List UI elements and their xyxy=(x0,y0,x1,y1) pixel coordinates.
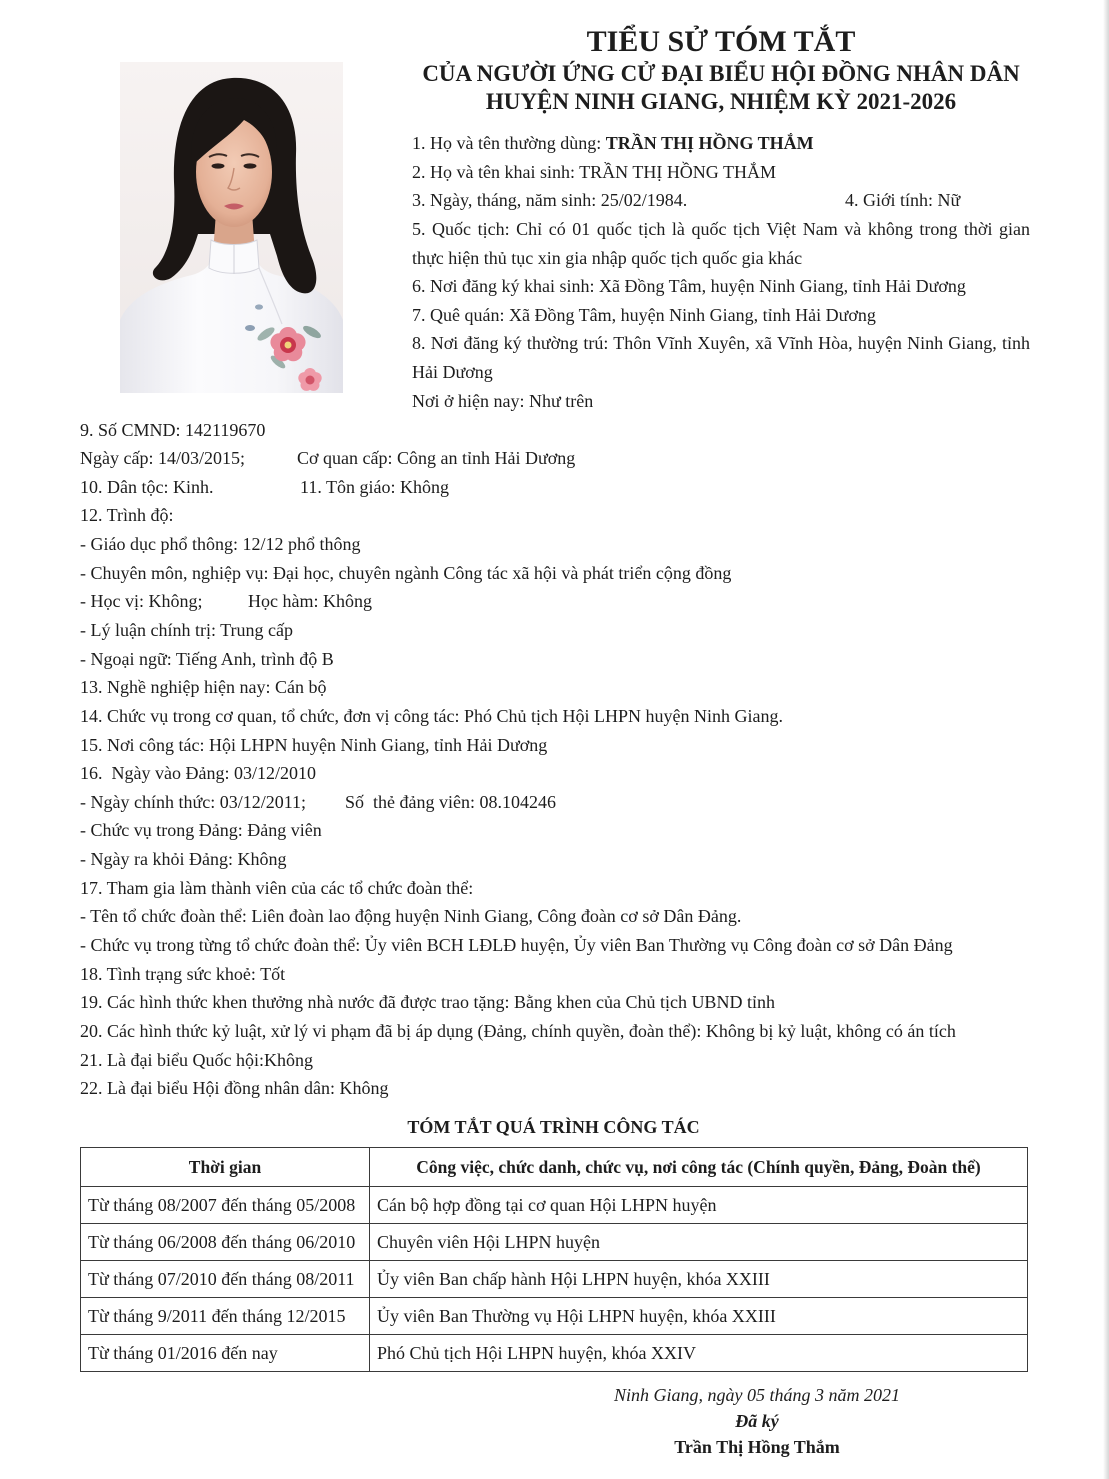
table-row xyxy=(81,1335,1028,1372)
item-5-nationality-line1: 5. Quốc tịch: Chỉ có 01 quốc tịch là quốc tịch Việt Nam và không trong thời gian xyxy=(412,218,1030,239)
item-14-position: 14. Chức vụ trong cơ quan, tổ chức, đơn vị công tác: Phó Chủ tịch Hội LHPN huyện Ninh Giang. xyxy=(80,705,783,726)
item-3-4-row xyxy=(412,186,1030,215)
academic-row xyxy=(80,587,1070,616)
table-row xyxy=(81,1298,1028,1335)
document-subtitle-line2: HUYỆN NINH GIANG, NHIỆM KỲ 2021-2026 xyxy=(485,89,957,114)
period-cell: Từ tháng 9/2011 đến tháng 12/2015 xyxy=(81,1298,370,1335)
item-6-birth-registration: 6. Nơi đăng ký khai sinh: Xã Đồng Tâm, huyện Ninh Giang, tỉnh Hải Dương xyxy=(412,276,966,297)
academic-degree: - Học vị: Không; xyxy=(80,591,203,612)
item-10-11-row xyxy=(80,473,1070,502)
professional-qualification: - Chuyên môn, nghiệp vụ: Đại học, chuyên ngành Công tác xã hội và phát triển cộng đồng xyxy=(80,562,732,583)
party-position: - Chức vụ trong Đảng: Đảng viên xyxy=(80,820,322,841)
item-13-occupation: 13. Nghề nghiệp hiện nay: Cán bộ xyxy=(80,677,327,698)
period-cell: Từ tháng 01/2016 đến nay xyxy=(81,1335,370,1372)
header-role: Công việc, chức danh, chức vụ, nơi công tác (Chính quyền, Đảng, Đoàn thể) xyxy=(370,1148,1028,1187)
period-cell: Từ tháng 08/2007 đến tháng 05/2008 xyxy=(81,1187,370,1224)
item-11-religion: 11. Tôn giáo: Không xyxy=(300,476,449,497)
item-2-birth-name: 2. Họ và tên khai sinh: TRẦN THỊ HỒNG THẮM xyxy=(412,161,776,182)
item-3-date-of-birth: 3. Ngày, tháng, năm sinh: 25/02/1984. xyxy=(412,190,688,211)
organization-names: - Tên tổ chức đoàn thể: Liên đoàn lao động huyện Ninh Giang, Công đoàn cơ sở Dân Đảng. xyxy=(80,906,742,927)
details-block xyxy=(80,416,1070,1103)
foreign-language: - Ngoại ngữ: Tiếng Anh, trình độ B xyxy=(80,648,334,669)
table-row xyxy=(81,1261,1028,1298)
item-7-hometown: 7. Quê quán: Xã Đồng Tâm, huyện Ninh Giang, tỉnh Hải Dương xyxy=(412,304,876,325)
current-residence: Nơi ở hiện nay: Như trên xyxy=(412,390,594,411)
item-17-organizations: 17. Tham gia làm thành viên của các tổ chức đoàn thể: xyxy=(80,877,474,898)
item-1-common-name xyxy=(412,129,1030,158)
item-4-gender: 4. Giới tính: Nữ xyxy=(845,190,961,211)
party-official-date: - Ngày chính thức: 03/12/2011; xyxy=(80,791,307,812)
role-cell: Ủy viên Ban Thường vụ Hội LHPN huyện, khóa XXIII xyxy=(370,1298,1028,1335)
item-21-national-assembly: 21. Là đại biểu Quốc hội:Không xyxy=(80,1049,313,1070)
page-edge-shadow xyxy=(1103,0,1109,1479)
item-8-permanent-residence-line1: 8. Nơi đăng ký thường trú: Thôn Vĩnh Xuyên, xã Vĩnh Hòa, huyện Ninh Giang, tỉnh xyxy=(412,333,1030,354)
portrait-photo xyxy=(120,62,343,393)
item-12-education: 12. Trình độ: xyxy=(80,505,174,526)
party-leave-date: - Ngày ra khỏi Đảng: Không xyxy=(80,849,287,870)
item-22-peoples-council: 22. Là đại biểu Hội đồng nhân dân: Không xyxy=(80,1078,389,1099)
item-20-discipline: 20. Các hình thức kỷ luật, xử lý vi phạm đã bị áp dụng (Đảng, chính quyền, đoàn thể): Không bị kỷ luật, không có án tích xyxy=(80,1020,956,1041)
role-cell: Chuyên viên Hội LHPN huyện xyxy=(370,1224,1028,1261)
role-cell: Phó Chủ tịch Hội LHPN huyện, khóa XXIV xyxy=(370,1335,1028,1372)
party-card-number: Số thẻ đảng viên: 08.104246 xyxy=(345,791,556,812)
role-cell: Cán bộ hợp đồng tại cơ quan Hội LHPN huyện xyxy=(370,1187,1028,1224)
personal-info-block xyxy=(412,129,1030,415)
item-5-nationality-line2: thực hiện thủ tục xin gia nhập quốc tịch quốc gia khác xyxy=(412,247,803,268)
signature-name: Trần Thị Hồng Thắm xyxy=(674,1437,840,1457)
table-header-row xyxy=(81,1148,1028,1187)
political-theory: - Lý luận chính trị: Trung cấp xyxy=(80,619,293,640)
academic-title: Học hàm: Không xyxy=(248,591,372,612)
item-16-party-join-date: 16. Ngày vào Đảng: 03/12/2010 xyxy=(80,763,316,784)
period-cell: Từ tháng 06/2008 đến tháng 06/2010 xyxy=(81,1224,370,1261)
period-cell: Từ tháng 07/2010 đến tháng 08/2011 xyxy=(81,1261,370,1298)
item-15-workplace: 15. Nơi công tác: Hội LHPN huyện Ninh Giang, tỉnh Hải Dương xyxy=(80,734,548,755)
work-history-title: TÓM TẮT QUÁ TRÌNH CÔNG TÁC xyxy=(407,1117,700,1137)
id-issue-date: Ngày cấp: 14/03/2015; xyxy=(80,448,245,469)
general-education: - Giáo dục phổ thông: 12/12 phổ thông xyxy=(80,534,361,555)
id-issue-row xyxy=(80,444,1070,473)
role-cell: Ủy viên Ban chấp hành Hội LHPN huyện, khóa XXIII xyxy=(370,1261,1028,1298)
signature-block xyxy=(557,1382,957,1460)
item-10-ethnicity: 10. Dân tộc: Kinh. xyxy=(80,476,214,497)
table-row xyxy=(81,1187,1028,1224)
item-1-value: TRẦN THỊ HỒNG THẮM xyxy=(605,133,814,153)
work-history-table xyxy=(80,1147,1028,1372)
signature-place-date: Ninh Giang, ngày 05 tháng 3 năm 2021 xyxy=(614,1385,900,1405)
document-subtitle-line1: CỦA NGƯỜI ỨNG CỬ ĐẠI BIỂU HỘI ĐỒNG NHÂN DÂN xyxy=(422,61,1020,86)
item-8-permanent-residence-line2: Hải Dương xyxy=(412,362,493,383)
item-18-health: 18. Tình trạng sức khoẻ: Tốt xyxy=(80,963,286,984)
item-19-awards: 19. Các hình thức khen thưởng nhà nước đã được trao tặng: Bằng khen của Chủ tịch UBND tỉnh xyxy=(80,992,775,1013)
item-1-label: 1. Họ và tên thường dùng: xyxy=(412,133,606,153)
header-period: Thời gian xyxy=(81,1148,370,1187)
id-issuer: Cơ quan cấp: Công an tỉnh Hải Dương xyxy=(297,448,576,469)
table-row xyxy=(81,1224,1028,1261)
item-9-id-number: 9. Số CMND: 142119670 xyxy=(80,419,266,440)
party-official-row xyxy=(80,788,1070,817)
document-title: TIỂU SỬ TÓM TẮT xyxy=(586,25,856,58)
signature-signed-note: Đã ký xyxy=(735,1411,779,1431)
organization-positions: - Chức vụ trong từng tổ chức đoàn thể: Ủy viên BCH LĐLĐ huyện, Ủy viên Ban Thường vụ Công đoàn cơ sở Dân Đảng xyxy=(80,935,953,956)
